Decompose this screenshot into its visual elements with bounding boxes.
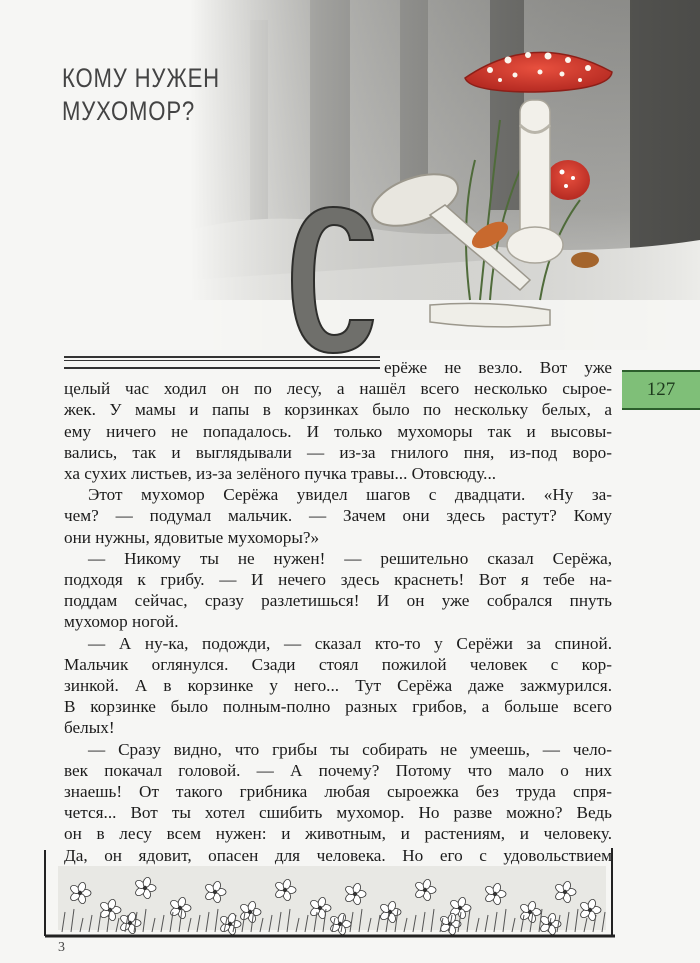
- page-number: 127: [646, 379, 676, 400]
- forest-mushroom-illustration: [190, 0, 700, 350]
- page-number-tab: [622, 370, 700, 410]
- text-line: Да, он ядовит, опасен для человека. Но его с удовольствием: [64, 845, 612, 865]
- story-title: [62, 62, 226, 128]
- drop-cap-letter: [278, 195, 388, 365]
- text-line: мухомор ногой.: [64, 612, 179, 632]
- text-line: Этот мухомор Серёжа увидел шагов с двадцати. «Ну за-: [88, 485, 612, 505]
- text-line: Мальчик оглянулся. Сзади стоял пожилой человек с кор-: [64, 654, 612, 674]
- text-line: подходя к грибу. — И нечего здесь краснеть! Вот я тебе на-: [64, 570, 612, 590]
- text-line: чется... Вот ты хотел сшибить мухомор. Но разве можно? Ведь: [64, 803, 612, 823]
- text-line: вались, так и выглядывали — из-за гнилого пня, из-под воро-: [64, 442, 612, 462]
- text-line: — Сразу видно, что грибы ты собирать не умеешь, — чело-: [88, 739, 612, 759]
- page-corner-mark: 3: [58, 940, 65, 955]
- story-text: [64, 357, 612, 866]
- text-line: они нужны, ядовитые мухоморы?»: [64, 527, 320, 547]
- text-line: ему ничего не попадалось. И только мухоморы так и высовы-: [64, 421, 612, 441]
- text-line: он в лесу всем нужен: и животным, и растениям, и человеку.: [64, 824, 612, 844]
- text-line: ерёже не везло. Вот уже: [384, 358, 612, 377]
- title-line-2: МУХОМОР?: [62, 96, 196, 127]
- text-line: век покачал головой. — А почему? Потому что мало о них: [64, 760, 612, 780]
- text-line: поддам сейчас, сразу разлетишься! И он уже собрался пнуть: [64, 591, 612, 611]
- text-line: чем? — подумал мальчик. — Зачем они здесь растут? Кому: [64, 506, 612, 526]
- text-line: целый час ходил он по лесу, а нашёл всего несколько сыроe-: [64, 379, 612, 399]
- text-line: В корзинке было полным-полно разных грибов, а больше всего: [64, 697, 612, 717]
- title-line-1: КОМУ НУЖЕН: [62, 63, 220, 94]
- text-line: жек. У мамы и папы в корзинках было по нескольку белых, а: [64, 400, 612, 420]
- text-line: зинкой. А в корзинке у него... Тут Серёжа даже зажмурился.: [64, 676, 612, 696]
- text-line: — Никому ты не нужен! — решительно сказал Серёжа,: [88, 548, 612, 568]
- text-line: знаешь! От такого грибника любая сыроежка без труда спря-: [64, 782, 612, 802]
- text-line: ха сухих листьев, из-за зелёного пучка травы... Отовсюду...: [64, 464, 497, 484]
- text-line: белых!: [64, 718, 115, 738]
- text-line: — А ну-ка, подожди, — сказал кто-то у Серёжи за спиной.: [88, 633, 612, 653]
- flower-border-illustration: [40, 848, 615, 938]
